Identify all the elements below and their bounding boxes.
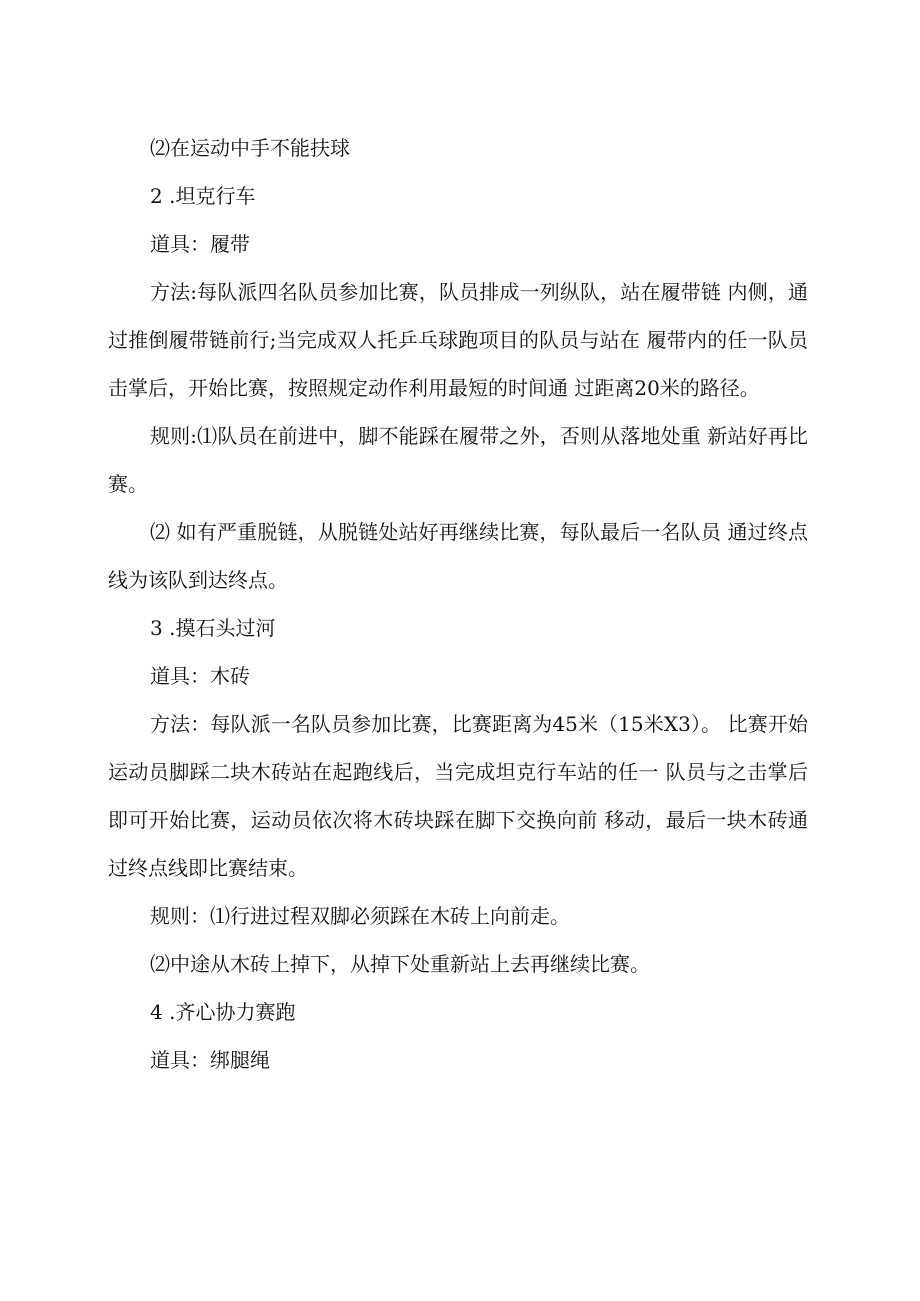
method-stone-river: 方法：每队派一名队员参加比赛，比赛距离为45米（15米X3）。 比赛开始运动员脚踩二块木砖站在起跑线后，当完成坦克行车站的任一 队员与之击掌后即可开始比赛，运动员依次将木砖块踩在脚下交换向前 移动，最后一块木砖通过终点线即比赛结束。 bbox=[108, 712, 808, 880]
rule-item-2-no-hands: ⑵在运动中手不能扶球 bbox=[150, 136, 350, 160]
rules-tank-1: 规则:⑴队员在前进中，脚不能踩在履带之外，否则从落地处重 新站好再比赛。 bbox=[108, 424, 808, 496]
rules-stone-river-2: ⑵中途从木砖上掉下，从掉下处重新站上去再继续比赛。 bbox=[150, 952, 650, 976]
props-team-race: 道具：绑腿绳 bbox=[150, 1048, 270, 1072]
section-heading-stone-river: 3 .摸石头过河 bbox=[150, 616, 276, 640]
props-tank: 道具：履带 bbox=[150, 232, 250, 256]
method-tank: 方法:每队派四名队员参加比赛，队员排成一列纵队，站在履带链 内侧，通过推倒履带链前行;当完成双人托乒乓球跑项目的队员与站在 履带内的任一队员击掌后，开始比赛，按照规定动作利用最短的时间通 过距离20米的路径。 bbox=[108, 280, 808, 400]
rules-stone-river-1: 规则：⑴行进过程双脚必须踩在木砖上向前走。 bbox=[150, 904, 570, 928]
document-body bbox=[108, 124, 808, 1084]
rules-tank-2: ⑵ 如有严重脱链，从脱链处站好再继续比赛，每队最后一名队员 通过终点线为该队到达终点。 bbox=[108, 520, 808, 592]
section-heading-tank: 2 .坦克行车 bbox=[150, 184, 256, 208]
props-stone-river: 道具：木砖 bbox=[150, 664, 250, 688]
section-heading-team-race: 4 .齐心协力赛跑 bbox=[150, 1000, 296, 1024]
